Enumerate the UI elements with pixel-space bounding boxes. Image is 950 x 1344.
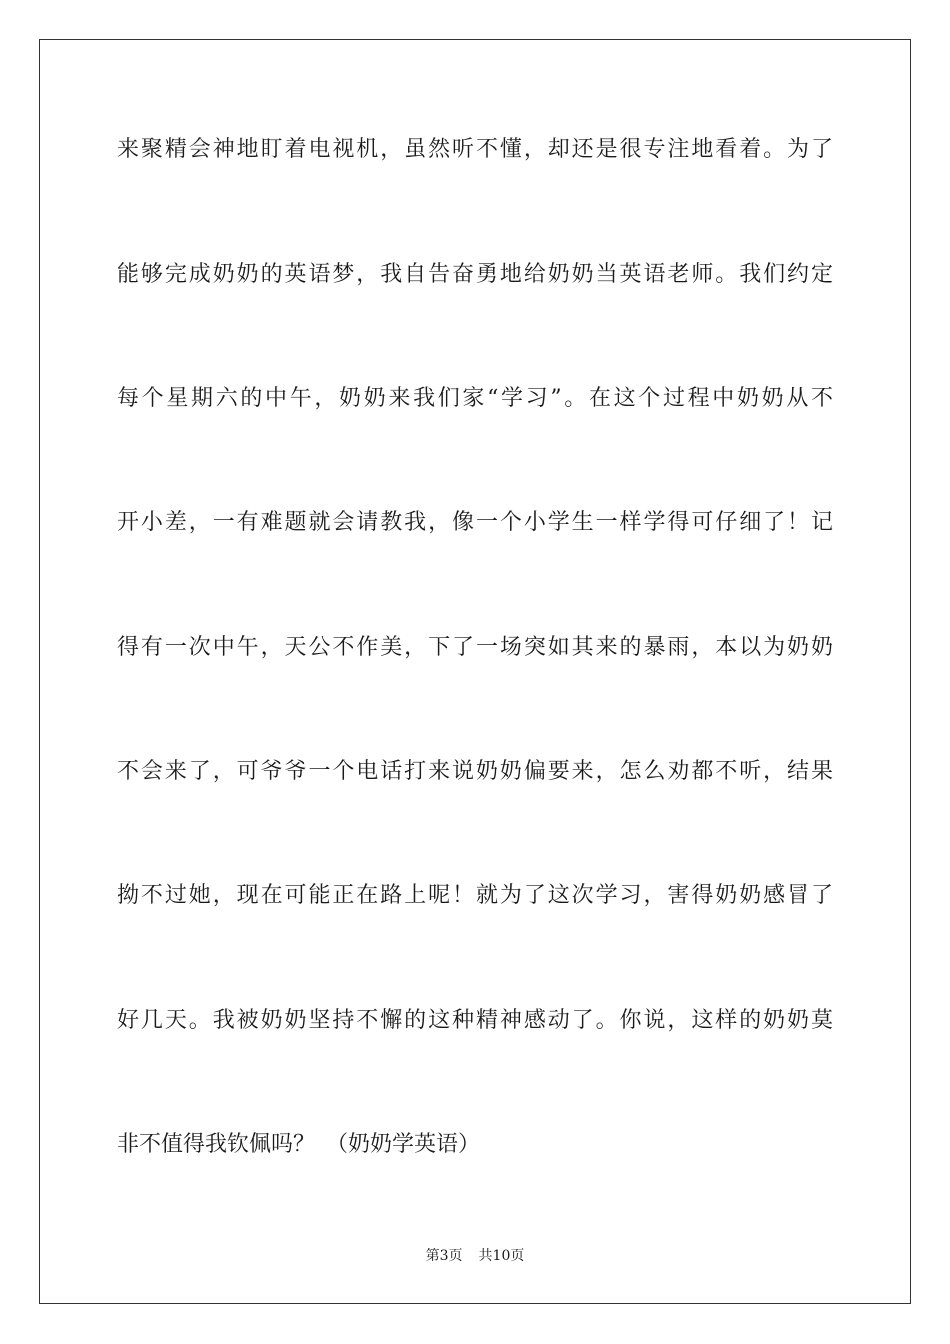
- text-line: 得有一次中午，天公不作美，下了一场突如其来的暴雨，本以为奶奶: [117, 635, 833, 660]
- text-line: 不会来了，可爷爷一个电话打来说奶奶偏要来，怎么劝都不听，结果: [117, 759, 833, 784]
- text-line: 每个星期六的中午，奶奶来我们家“学习”。在这个过程中奶奶从不: [117, 386, 833, 411]
- page-footer: [0, 1246, 950, 1266]
- text-line: 开小差，一有难题就会请教我，像一个小学生一样学得可仔细了！记: [117, 510, 833, 535]
- page-border: [39, 39, 911, 1304]
- text-line: 来聚精会神地盯着电视机，虽然听不懂，却还是很专注地看着。为了: [117, 137, 833, 162]
- page-total: 共10页: [478, 1248, 525, 1264]
- text-line: 拗不过她，现在可能正在路上呢！就为了这次学习，害得奶奶感冒了: [117, 883, 833, 908]
- text-line-last: 非不值得我钦佩吗？ （奶奶学英语）: [117, 1132, 481, 1157]
- text-line: 好几天。我被奶奶坚持不懈的这种精神感动了。你说，这样的奶奶莫: [117, 1008, 833, 1033]
- text-line: 能够完成奶奶的英语梦，我自告奋勇地给奶奶当英语老师。我们约定: [117, 262, 833, 287]
- page-number: 第3页: [425, 1248, 463, 1264]
